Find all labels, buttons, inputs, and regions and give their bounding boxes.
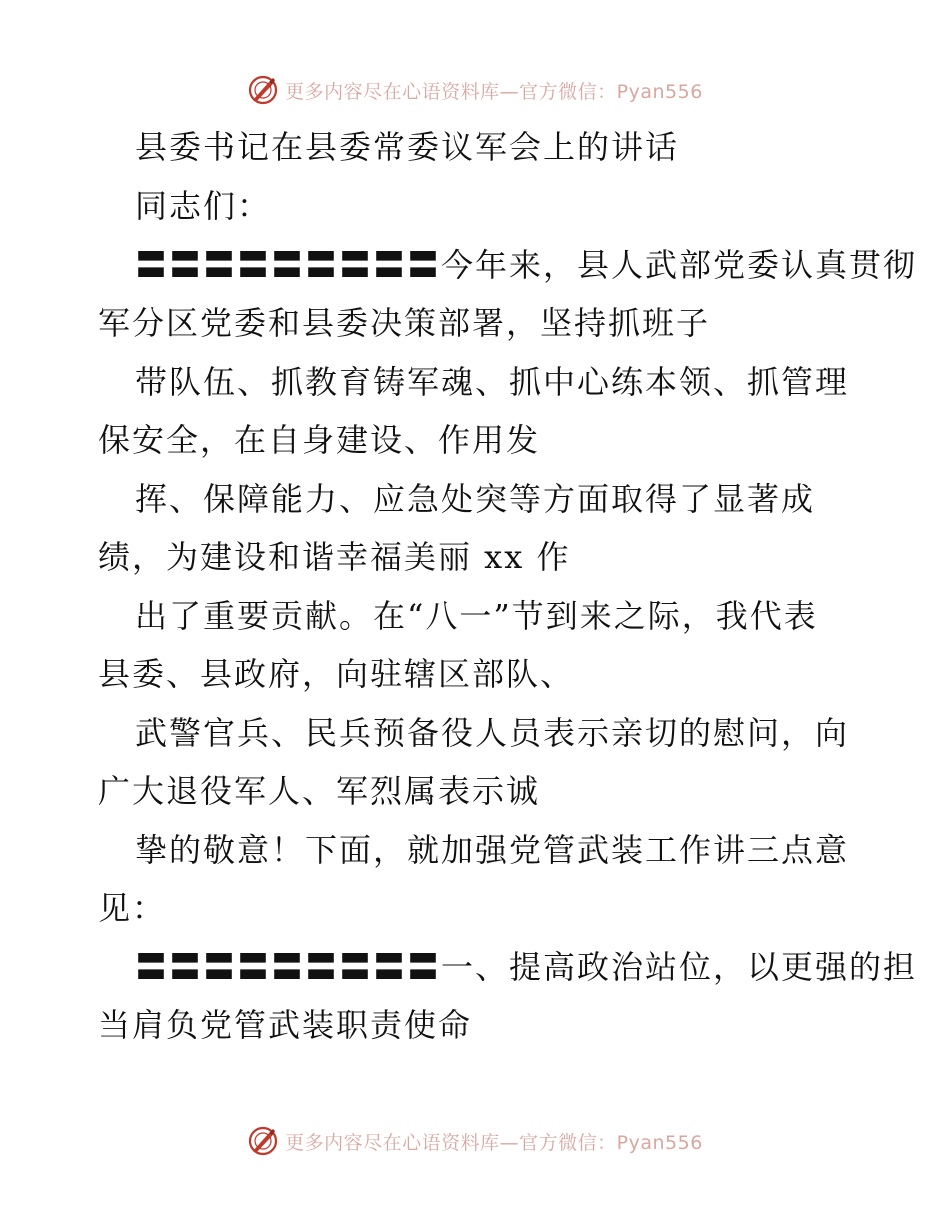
paragraph-line: 挥、保障能力、应急处突等方面取得了显著成	[135, 480, 816, 518]
document-title: 县委书记在县委常委议军会上的讲话	[135, 128, 680, 166]
paragraph-line: 广大退役军人、军烈属表示诚	[98, 772, 541, 810]
paragraph-line: 绩，为建设和谐幸福美丽 xx 作	[98, 538, 571, 576]
pen-logo-icon	[247, 74, 279, 106]
banner-text: 更多内容尽在心语资料库—官方微信：Pyan556	[285, 1131, 703, 1154]
section-heading-line: 〓〓〓〓〓〓〓〓〓一、提高政治站位，以更强的担	[135, 948, 918, 986]
pen-logo-icon	[247, 1125, 279, 1157]
banner-text: 更多内容尽在心语资料库—官方微信：Pyan556	[285, 80, 703, 103]
paragraph-line: 〓〓〓〓〓〓〓〓〓今年来，县人武部党委认真贯彻	[135, 246, 918, 284]
header-banner	[0, 70, 950, 110]
paragraph-line: 保安全，在自身建设、作用发	[98, 421, 541, 459]
paragraph-line: 军分区党委和县委决策部署，坚持抓班子	[98, 304, 711, 342]
section-heading-line: 当肩负党管武装职责使命	[98, 1006, 473, 1044]
paragraph-line: 县委、县政府，向驻辖区部队、	[98, 655, 575, 693]
footer-banner	[0, 1121, 950, 1161]
paragraph-line: 带队伍、抓教育铸军魂、抓中心练本领、抓管理	[135, 363, 850, 401]
salutation: 同志们：	[135, 187, 272, 225]
paragraph-line: 挚的敬意！下面，就加强党管武装工作讲三点意	[135, 831, 850, 869]
paragraph-line: 见：	[98, 889, 167, 927]
paragraph-line: 武警官兵、民兵预备役人员表示亲切的慰问，向	[135, 714, 850, 752]
paragraph-line: 出了重要贡献。在“八一”节到来之际，我代表	[135, 597, 818, 635]
